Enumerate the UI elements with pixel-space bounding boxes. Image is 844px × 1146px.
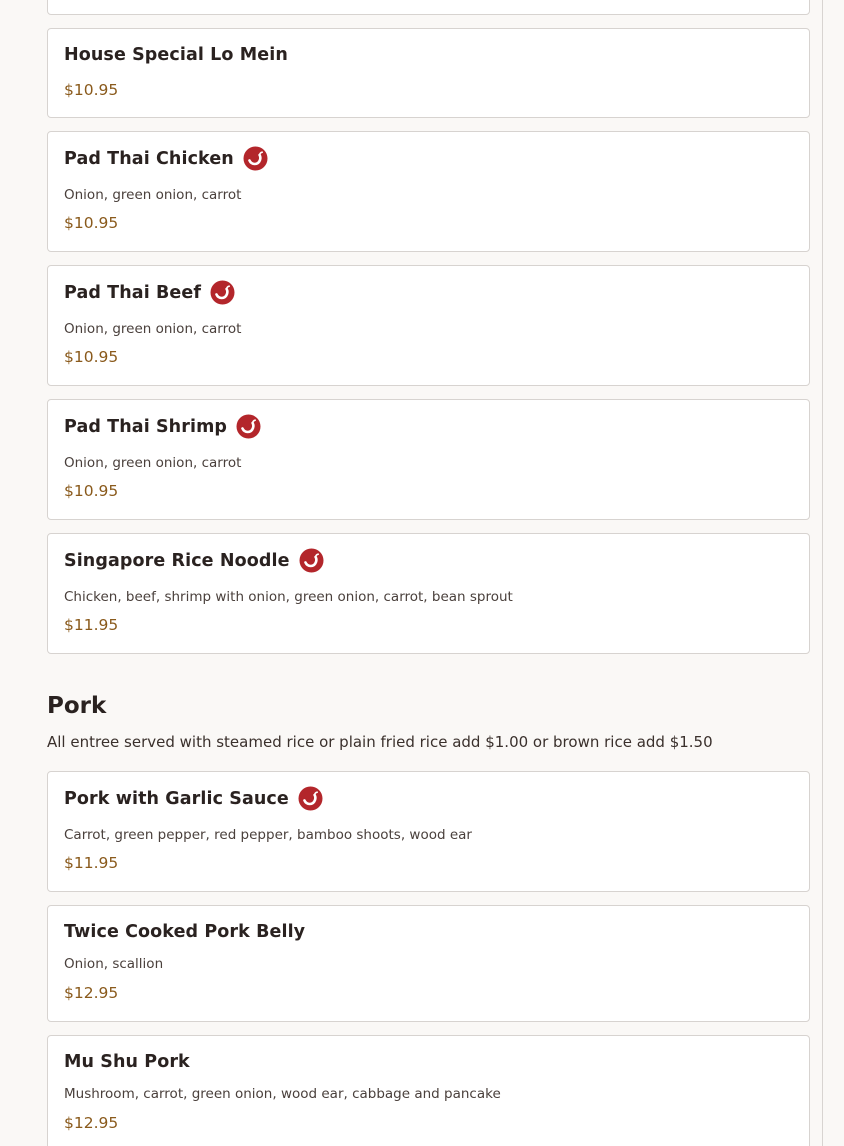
menu-item-price: $11.95 bbox=[64, 616, 119, 634]
section-note: All entree served with steamed rice or plain fried rice add $1.00 or brown rice add $1.50 bbox=[47, 733, 713, 751]
menu-item-card[interactable] bbox=[47, 131, 810, 252]
menu-item-price: $12.95 bbox=[64, 984, 119, 1002]
menu-item-name: House Special Lo Mein bbox=[64, 45, 288, 65]
menu-item-card[interactable] bbox=[47, 1035, 810, 1146]
menu-item-card[interactable] bbox=[47, 771, 810, 892]
menu-item-name: Pork with Garlic Sauce bbox=[64, 788, 289, 809]
menu-item-description: Onion, green onion, carrot bbox=[64, 321, 242, 337]
menu-item-card[interactable] bbox=[47, 265, 810, 386]
menu-item-name: Singapore Rice Noodle bbox=[64, 550, 290, 571]
menu-item-price: $10.95 bbox=[64, 348, 119, 366]
menu-item-description: Carrot, green pepper, red pepper, bamboo shoots, wood ear bbox=[64, 827, 472, 843]
menu-item-card[interactable] bbox=[47, 399, 810, 520]
menu-item-description: Onion, green onion, carrot bbox=[64, 187, 242, 203]
menu-item-description: Mushroom, carrot, green onion, wood ear, cabbage and pancake bbox=[64, 1086, 501, 1102]
hot-pepper-icon bbox=[236, 414, 261, 439]
menu-item-price: $11.95 bbox=[64, 854, 119, 872]
menu-item-card-partial[interactable] bbox=[47, 0, 810, 15]
hot-pepper-icon bbox=[299, 548, 324, 573]
menu-item-price: $12.95 bbox=[64, 1114, 119, 1132]
menu-item-name: Twice Cooked Pork Belly bbox=[64, 922, 306, 942]
menu-item-price: $10.95 bbox=[64, 482, 119, 500]
hot-pepper-icon bbox=[243, 146, 268, 171]
menu-item-card[interactable] bbox=[47, 905, 810, 1022]
menu-item-description: Onion, scallion bbox=[64, 956, 164, 972]
menu-item-card[interactable] bbox=[47, 28, 810, 118]
menu-item-price: $10.95 bbox=[64, 81, 119, 99]
menu-item-price: $10.95 bbox=[64, 214, 119, 232]
menu-item-card[interactable] bbox=[47, 533, 810, 654]
menu-item-description: Chicken, beef, shrimp with onion, green onion, carrot, bean sprout bbox=[64, 589, 513, 605]
menu-item-name: Pad Thai Beef bbox=[64, 282, 202, 303]
menu-item-description: Onion, green onion, carrot bbox=[64, 455, 242, 471]
section-title: Pork bbox=[47, 693, 107, 719]
menu-item-name: Pad Thai Chicken bbox=[64, 148, 234, 169]
menu-item-name: Mu Shu Pork bbox=[64, 1052, 190, 1072]
hot-pepper-icon bbox=[298, 786, 323, 811]
hot-pepper-icon bbox=[210, 280, 235, 305]
right-divider bbox=[822, 0, 823, 1146]
menu-item-name: Pad Thai Shrimp bbox=[64, 416, 228, 437]
